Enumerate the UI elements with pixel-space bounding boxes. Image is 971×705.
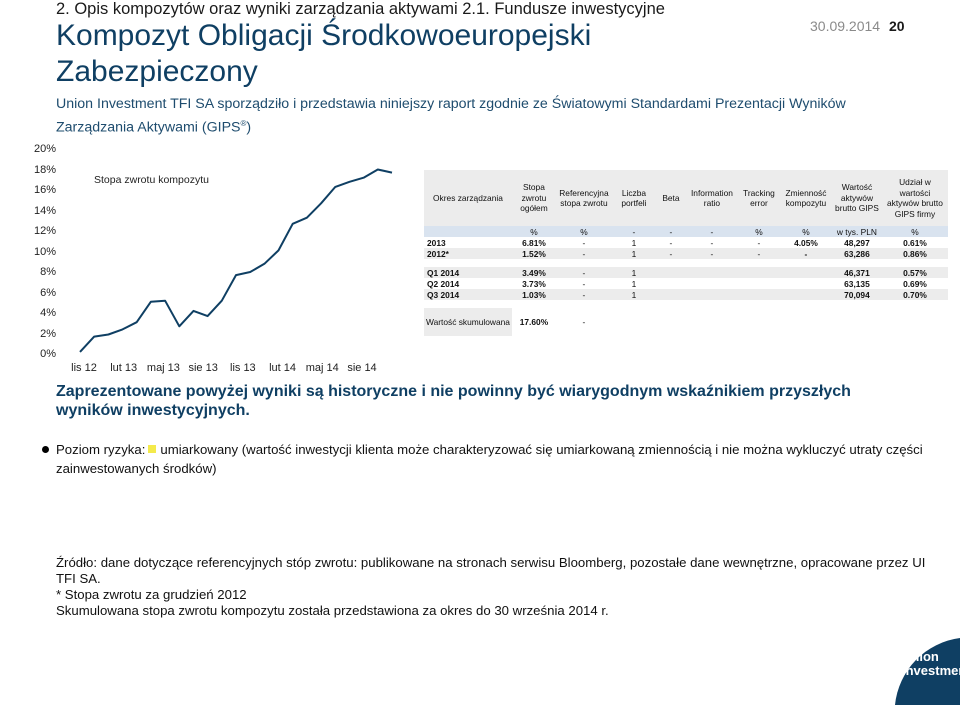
- cell: -: [710, 237, 714, 248]
- unit-cell: [424, 226, 512, 237]
- y-tick-label: 2%: [40, 327, 56, 340]
- table-header-row: [424, 170, 948, 226]
- col-header: Tracking error: [738, 170, 780, 226]
- y-tick-label: 6%: [40, 286, 56, 299]
- y-tick-label: 20%: [33, 143, 56, 155]
- cell: [738, 289, 780, 300]
- col-header: Stopa zwrotu ogółem: [512, 170, 556, 226]
- page-number: 20: [889, 18, 905, 34]
- bullet-icon: [42, 446, 49, 453]
- cell: [780, 289, 832, 300]
- cumulative-label: Wartość skumulowana: [424, 308, 512, 336]
- cell: Q1 2014: [424, 267, 512, 278]
- cell: -: [556, 248, 612, 259]
- units-row: [424, 226, 948, 237]
- cumulative-row: [424, 308, 948, 336]
- col-header: Referencyjna stopa zwrotu: [556, 170, 612, 226]
- unit-cell: w tys. PLN: [832, 226, 882, 237]
- risk-description: (wartość inwestycji klienta może charakteryzować się umiarkowaną zmiennością i nie można wykluczyć utraty części zainwestowanych środków): [56, 442, 923, 476]
- y-tick-label: 0%: [40, 348, 56, 360]
- cell: -: [757, 237, 761, 248]
- x-tick-label: maj 14: [305, 362, 339, 374]
- col-header: Wartość aktywów brutto GIPS: [832, 170, 882, 226]
- cell: [656, 278, 686, 289]
- col-header: Zmienność kompozytu: [780, 170, 832, 226]
- spacer-row: [424, 300, 948, 308]
- cell: -: [686, 248, 738, 259]
- logo-text: [902, 649, 971, 678]
- table-row: [424, 289, 948, 300]
- chart-title: Stopa zwrotu kompozytu: [94, 174, 209, 186]
- unit-cell: %: [738, 226, 780, 237]
- cell: [686, 278, 738, 289]
- cell: 46,371: [832, 267, 882, 278]
- x-tick-label: sie 13: [188, 362, 218, 374]
- cell: -: [556, 289, 612, 300]
- col-header: Beta: [656, 170, 686, 226]
- logo-line: Investment: [902, 663, 971, 678]
- x-tick-label: lut 14: [269, 362, 297, 374]
- footnote: * Stopa zwrotu za grudzień 2012: [56, 587, 247, 602]
- cell: Q3 2014: [424, 289, 512, 300]
- cell: 0.57%: [882, 267, 948, 278]
- unit-cell: -: [656, 226, 686, 237]
- col-header: Okres zarządzania: [424, 170, 512, 226]
- cell: 48,297: [844, 237, 870, 248]
- cell: 4.05%: [794, 237, 818, 248]
- cell: 1: [612, 267, 656, 278]
- unit-cell: %: [556, 226, 612, 237]
- x-tick-label: lut 13: [110, 362, 138, 374]
- cumulative-note: Skumulowana stopa zwrotu kompozytu została przedstawiona za okres do 30 września 2014 r.: [56, 603, 609, 618]
- cell: 0.86%: [882, 248, 948, 259]
- y-tick-label: 18%: [33, 163, 56, 176]
- cell: [656, 289, 686, 300]
- cell: 0.61%: [903, 237, 927, 248]
- cumulative-benchmark: -: [582, 317, 586, 327]
- cell: 1.52%: [512, 248, 556, 259]
- x-tick-label: sie 14: [347, 362, 377, 374]
- section-heading: 2. Opis kompozytów oraz wyniki zarządzania aktywami 2.1. Fundusze inwestycyjne: [56, 0, 665, 18]
- cell: 2012*: [424, 248, 512, 259]
- cell: [738, 278, 780, 289]
- cell: [656, 267, 686, 278]
- cell: [686, 289, 738, 300]
- performance-table: [424, 170, 948, 336]
- cell: 1: [612, 248, 656, 259]
- cell: -: [669, 237, 673, 248]
- col-header: Information ratio: [686, 170, 738, 226]
- y-tick-label: 14%: [33, 204, 56, 217]
- cell: 3.49%: [512, 267, 556, 278]
- source-line: Źródło: dane dotyczące referencyjnych stóp zwrotu: publikowane na stronach serwisu Bloomberg, pozostałe dane wewnętrzne, opracowane przez UI TFI SA.: [56, 555, 926, 586]
- cell: -: [556, 267, 612, 278]
- cell: 0.69%: [903, 278, 927, 289]
- table-row: [424, 248, 948, 259]
- unit-cell: %: [780, 226, 832, 237]
- risk-level-value: umiarkowany: [160, 442, 239, 457]
- disclaimer: Zaprezentowane powyżej wyniki są historyczne i nie powinny być wiarygodnym wskaźnikiem przyszłych wyników inwestycyjnych.: [56, 383, 851, 419]
- x-tick-label: maj 13: [146, 362, 180, 374]
- col-header: Udział w wartości aktywów brutto GIPS firmy: [882, 170, 948, 226]
- registered-mark: ®: [240, 119, 247, 128]
- table-row: [424, 267, 948, 278]
- cell: 63,286: [832, 248, 882, 259]
- spacer-row: [424, 259, 948, 267]
- cell: 2013: [427, 237, 446, 248]
- unit-cell: %: [512, 226, 556, 237]
- cell: 6.81%: [522, 237, 546, 248]
- col-header: Liczba portfeli: [612, 170, 656, 226]
- cell: Q2 2014: [427, 278, 460, 289]
- cell: 1: [612, 289, 656, 300]
- risk-level: [56, 440, 926, 478]
- series-line: [80, 170, 392, 352]
- cell: [686, 267, 738, 278]
- unit-cell: -: [612, 226, 656, 237]
- y-tick-label: 10%: [33, 245, 56, 258]
- y-tick-label: 8%: [40, 266, 56, 278]
- cell: 0.70%: [882, 289, 948, 300]
- cell: -: [656, 248, 686, 259]
- cell: -: [780, 248, 832, 259]
- y-tick-label: 12%: [33, 225, 56, 237]
- cell: -: [738, 248, 780, 259]
- page-title: Kompozyt Obligacji Środkowoeuropejski Zabezpieczony: [56, 19, 592, 88]
- cell: 1: [631, 237, 637, 248]
- logo-line: Union: [902, 649, 939, 664]
- risk-color-square-icon: [148, 445, 156, 453]
- risk-label: Poziom ryzyka:: [56, 442, 146, 457]
- source-notes: [56, 555, 926, 619]
- unit-cell: %: [882, 226, 948, 237]
- cell: [780, 278, 832, 289]
- cell: 1: [631, 278, 637, 289]
- unit-cell: -: [686, 226, 738, 237]
- y-tick-label: 16%: [33, 184, 56, 196]
- x-tick-label: lis 13: [230, 362, 256, 374]
- y-tick-label: 4%: [40, 307, 56, 319]
- table-row: [424, 237, 948, 248]
- gips-statement-end: ): [246, 119, 252, 136]
- table-row: [424, 278, 948, 289]
- cell: 70,094: [832, 289, 882, 300]
- report-date: 30.09.2014: [810, 18, 881, 34]
- chart-plot: [0, 0, 420, 380]
- cell: 3.73%: [522, 278, 546, 289]
- cell: [738, 267, 780, 278]
- cell: -: [582, 237, 586, 248]
- cell: 63,135: [844, 278, 870, 289]
- cumulative-total: 17.60%: [519, 317, 549, 327]
- cell: -: [582, 278, 586, 289]
- cell: [780, 267, 832, 278]
- cell: 1.03%: [512, 289, 556, 300]
- x-tick-label: lis 12: [71, 362, 97, 374]
- gips-statement-text: Union Investment TFI SA sporządziło i przedstawia niniejszy raport zgodnie ze Światowymi Standardami Prezentacji Wyników Zarządzania Aktywami (GIPS: [56, 96, 846, 136]
